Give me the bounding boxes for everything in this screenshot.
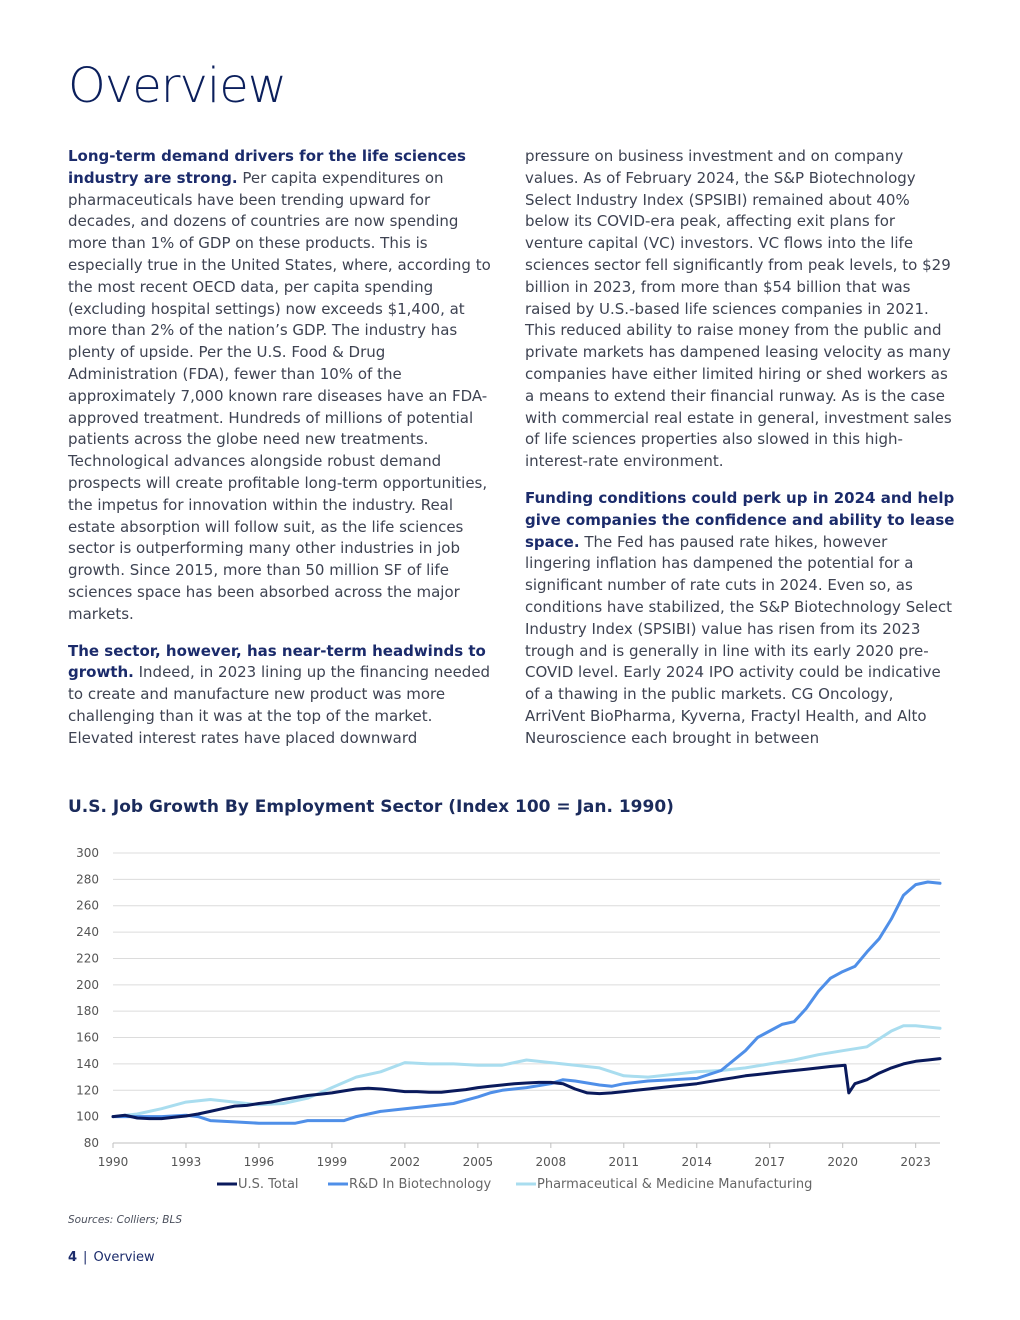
paragraph (68, 641, 498, 750)
x-tick-label: 2011 (608, 1155, 640, 1169)
page-number: 4 (68, 1250, 78, 1265)
y-tick-label: 300 (76, 846, 99, 860)
paragraph-body: Per capita expenditures on pharmaceuticals have been trending upward for decades, and dozens of countries are now spending more than 1% of GDP on these products. This is especially true in the United States, where, according to the most recent OECD data, per capita spending (excluding hospital settings) now exceeds $1,400, at more than 2% of the nation’s GDP. The industry has plenty of upside. Per the U.S. Food & Drug Administration (FDA), fewer than 10% of the approximately 7,000 known rare diseases have an FDA-approved treatment. Hundreds of millions of potential patients across the globe need new treatments. Technological advances alongside robust demand prospects will create profitable long-term opportunities, the impetus for innovation within the industry. Real estate absorption will follow suit, as the life sciences sector is outperforming many other industries in job growth. Since 2015, more than 50 million SF of life sciences space has been absorbed across the major markets. (68, 168, 491, 623)
y-tick-label: 160 (76, 1030, 99, 1045)
y-tick-label: 180 (76, 1004, 99, 1019)
x-tick-label: 1996 (243, 1155, 275, 1169)
x-tick-label: 1990 (97, 1155, 129, 1169)
x-tick-label: 1993 (170, 1155, 202, 1169)
paragraph-lead: The sector, however, has near-term headwinds to growth. (68, 641, 486, 682)
y-tick-label: 260 (76, 898, 99, 913)
x-tick-label: 2014 (681, 1155, 713, 1169)
y-tick-label: 80 (83, 1136, 99, 1150)
chart-source: Sources: Colliers; BLS (68, 1214, 182, 1226)
y-tick-label: 120 (76, 1083, 99, 1098)
y-tick-label: 100 (76, 1109, 99, 1124)
paragraph (525, 488, 955, 750)
x-tick-label: 2002 (389, 1155, 421, 1169)
paragraph-body: The Fed has paused rate hikes, however lingering inflation has dampened the potential for a significant number of rate cuts in 2024. Even so, as conditions have stabilized, the S&P Biotechnology Select Industry Index (SPSIBI) value has risen from its 2023 trough and is generally in line with its early 2020 pre-COVID level. Early 2024 IPO activity could be indicative of a thawing in the public markets. CG Oncology, ArriVent BioPharma, Kyverna, Fractyl Health, and Alto Neuroscience each brought in between (525, 532, 952, 747)
paragraph-body: pressure on business investment and on company values. As of February 2024, the S&P Biotechnology Select Industry Index (SPSIBI) remained about 40% below its COVID-era peak, affecting exit plans for venture capital (VC) investors. VC flows into the life sciences sector fell significantly from peak levels, to $29 billion in 2023, from more than $54 billion that was raised by U.S.-based life sciences companies in 2021. This reduced ability to raise money from the public and private markets has dampened leasing velocity as many companies have either limited hiring or shed workers as a means to extend their financial runway. As is the case with commercial real estate in general, investment sales of life sciences properties also slowed in this high-interest-rate environment. (525, 147, 952, 471)
paragraph-body: Indeed, in 2023 lining up the financing needed to create and manufacture new product was more challenging than it was at the top of the market. Elevated interest rates have placed downward (68, 663, 491, 747)
legend-label: R&D In Biotechnology (349, 1177, 492, 1192)
y-tick-label: 220 (76, 951, 99, 966)
paragraph-lead: Long-term demand drivers for the life sciences industry are strong. (68, 147, 466, 187)
paragraph (525, 146, 955, 473)
x-tick-label: 2020 (827, 1155, 858, 1169)
x-tick-label: 2017 (754, 1155, 786, 1169)
legend-label: U.S. Total (238, 1177, 299, 1192)
x-tick-label: 2023 (900, 1155, 931, 1169)
paragraph (68, 146, 498, 626)
y-tick-label: 200 (76, 977, 99, 992)
y-tick-label: 280 (76, 872, 99, 887)
series-line-pharmaceutical-medicine-manufacturing (113, 1026, 940, 1117)
left-text-column (68, 146, 498, 765)
page-footer (68, 1250, 155, 1265)
job-growth-line-chart (60, 838, 960, 1208)
legend-label: Pharmaceutical & Medicine Manufacturing (537, 1177, 813, 1192)
x-tick-label: 2008 (535, 1155, 567, 1169)
chart-title: U.S. Job Growth By Employment Sector (Index 100 = Jan. 1990) (68, 797, 674, 817)
paragraph-lead: Funding conditions could perk up in 2024 and help give companies the confidence and ability to lease space. (525, 488, 955, 551)
y-tick-label: 140 (76, 1056, 99, 1071)
series-line-r-d-in-biotechnology (113, 882, 940, 1123)
x-tick-label: 2005 (462, 1155, 494, 1169)
right-text-column (525, 146, 955, 765)
page-title: Overview (68, 58, 286, 114)
x-tick-label: 1999 (316, 1155, 348, 1169)
y-tick-label: 240 (76, 925, 99, 940)
footer-separator: | (83, 1250, 88, 1265)
footer-section: Overview (93, 1250, 155, 1265)
